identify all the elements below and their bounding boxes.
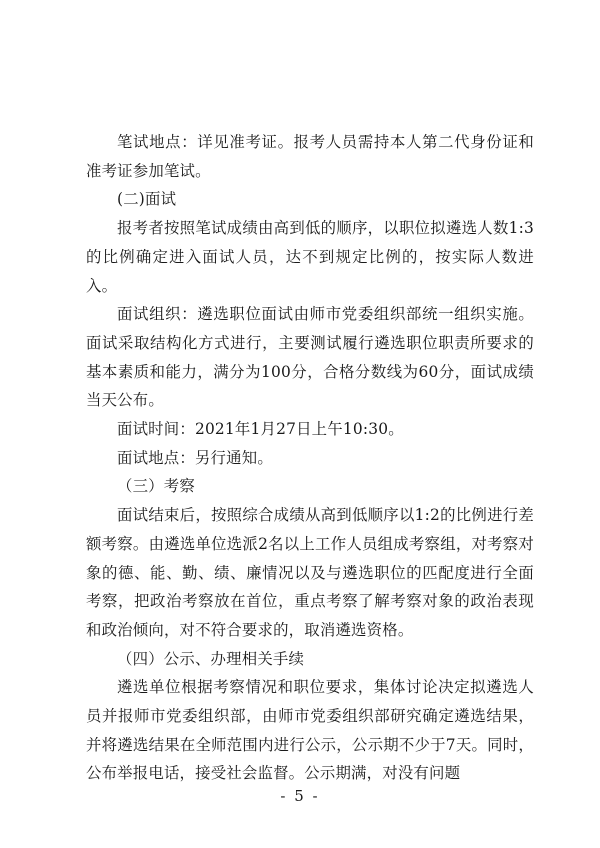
paragraph-interview-organization: 面试组织：遴选职位面试由师市党委组织部统一组织实施。面试采取结构化方式进行，主要测试履行遴选职位职责所要求的基本素质和能力，满分为100分，合格分数线为60分，面试成绩当天公布。 <box>86 305 534 410</box>
section-heading-interview: (二)面试 <box>117 190 177 209</box>
section-heading-publicity: （四）公示、办理相关手续 <box>117 649 305 668</box>
document-body <box>86 128 534 788</box>
page-number: - 5 - <box>280 787 320 805</box>
paragraph-written-exam-location: 笔试地点：详见准考证。报考人员需持本人第二代身份证和准考证参加笔试。 <box>86 133 534 180</box>
paragraph-publicity: 遴选单位根据考察情况和职位要求，集体讨论决定拟遴选人员并报师市党委组织部，由师市党委组织部研究确定遴选结果，并将遴选结果在全师范围内进行公示，公示期不少于7天。同时，公布举报电话，接受社会监督。公示期满，对没有问题 <box>86 678 534 783</box>
paragraph-interview-time: 面试时间：2021年1月27日上午10:30。 <box>117 420 404 439</box>
paragraph-inspection: 面试结束后，按照综合成绩从高到低顺序以1:2的比例进行差额考察。由遴选单位选派2名以上工作人员组成考察组，对考察对象的德、能、勤、绩、廉情况以及与遴选职位的匹配度进行全面考察，把政治考察放在首位，重点考察了解考察对象的政治表现和政治倾向，对不符合要求的，取消遴选资格。 <box>86 506 534 639</box>
paragraph-interview-location: 面试地点：另行通知。 <box>117 448 273 467</box>
paragraph-interview-selection: 报考者按照笔试成绩由高到低的顺序，以职位拟遴选人数1:3的比例确定进入面试人员，达不到规定比例的，按实际人数进入。 <box>86 219 534 295</box>
section-heading-inspection: （三）考察 <box>117 477 195 496</box>
